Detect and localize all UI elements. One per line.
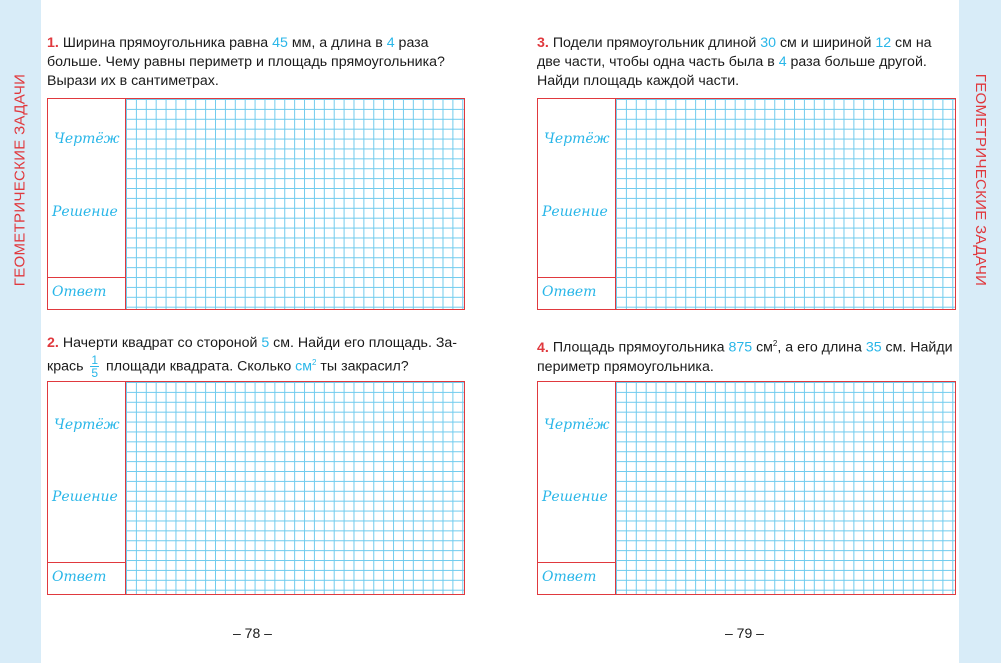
task-1-text: 1. Ширина прямоугольника равна 45 мм, а длина в 4 раза больше. Чему равны периметр и площадь прямоугольника? Вырази их в сантиметрах. (47, 35, 445, 89)
task-3-box (537, 98, 956, 310)
task-2-drawing-label: Чертёж (54, 417, 120, 433)
right-side-title: ГЕОМЕТРИЧЕСКИЕ ЗАДАЧИ (971, 73, 989, 287)
task-2-answer-label: Ответ (52, 569, 107, 585)
task-4-box (537, 381, 956, 595)
task-2-box (47, 381, 465, 595)
task-1-solution-label: Решение (52, 204, 118, 220)
task-4-answer-label: Ответ (542, 569, 597, 585)
page-number-left: – 78 – (233, 625, 272, 641)
task-1-answer-label: Ответ (52, 284, 107, 300)
task-2-grid[interactable] (126, 382, 464, 594)
task-2-answer-divider (48, 562, 126, 563)
task-2-solution-label: Решение (52, 489, 118, 505)
left-side-title: ГЕОМЕТРИЧЕСКИЕ ЗАДАЧИ (11, 73, 29, 287)
task-1-grid[interactable] (126, 99, 464, 309)
task-4-text: 4. Площадь прямоугольника 875 $см^2$, а его длина 35 см. Найди периметр прямоугольника. (537, 339, 953, 375)
task-4-answer-divider (538, 562, 616, 563)
task-3-drawing-label: Чертёж (544, 131, 610, 147)
task-3-grid[interactable] (616, 99, 955, 309)
task-4-solution-label: Решение (542, 489, 608, 505)
task-3-text: 3. Подели прямоугольник длиной 30 см и шириной 12 см на две части, чтобы одна часть была в 4 раза больше другой. Найди площадь каждой части. (537, 35, 932, 89)
task-1-drawing-label: Чертёж (54, 131, 120, 147)
fraction-one-fifth: $\frac{1}{5}$ (91, 353, 99, 381)
task-2-text: 2. Начерти квадрат со стороной 5 см. Найди его площадь. За-крась $\frac{1}{5}$ площади квадрата. Сколько $см^2$ ты закрасил? (47, 335, 458, 381)
task-1-answer-divider (48, 277, 126, 278)
page-number-right: – 79 – (725, 625, 764, 641)
task-1-box (47, 98, 465, 310)
task-4-grid[interactable] (616, 382, 955, 594)
task-3-answer-divider (538, 277, 616, 278)
task-4-drawing-label: Чертёж (544, 417, 610, 433)
task-3-solution-label: Решение (542, 204, 608, 220)
task-3-answer-label: Ответ (542, 284, 597, 300)
